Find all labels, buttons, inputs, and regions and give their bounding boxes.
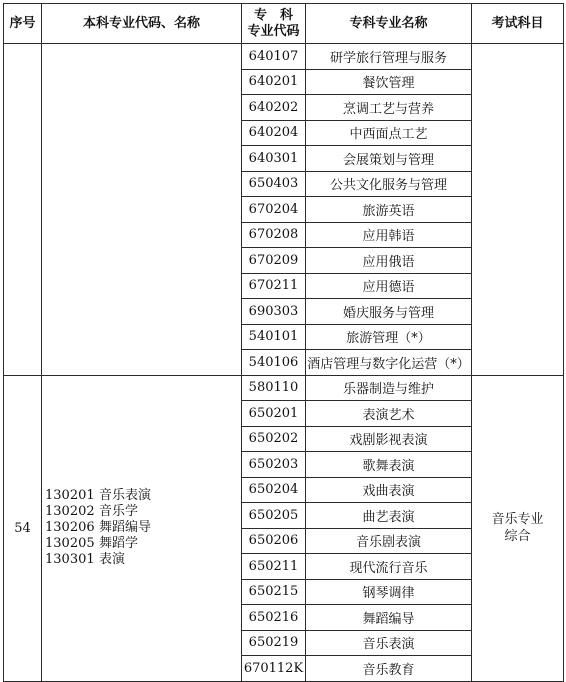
zk-name-cell: 应用俄语: [306, 248, 472, 274]
exam-subject-cell: [472, 44, 564, 376]
zk-name-cell: 音乐表演: [306, 630, 472, 656]
zk-name-cell: 旅游管理（*）: [306, 324, 472, 350]
zk-name-cell: 戏曲表演: [306, 477, 472, 503]
header-seq: 序号: [4, 4, 42, 44]
zk-name-cell: 舞蹈编导: [306, 605, 472, 631]
zk-code-cell: 670204: [242, 197, 306, 223]
zk-name-cell: 研学旅行管理与服务: [306, 44, 472, 70]
zk-code-cell: 650201: [242, 401, 306, 427]
zk-code-cell: 650204: [242, 477, 306, 503]
zk-name-cell: 婚庆服务与管理: [306, 299, 472, 325]
zk-name-cell: 应用德语: [306, 273, 472, 299]
table-body: [4, 44, 564, 682]
zk-code-cell: 640204: [242, 120, 306, 146]
zk-name-cell: 歌舞表演: [306, 452, 472, 478]
zk-name-cell: 音乐剧表演: [306, 528, 472, 554]
zk-code-cell: 540101: [242, 324, 306, 350]
zk-code-cell: 540106: [242, 350, 306, 376]
zk-code-cell: 650202: [242, 426, 306, 452]
undergrad-major-item: [45, 520, 241, 536]
zk-code-cell: 670208: [242, 222, 306, 248]
zk-name-cell: 酒店管理与数字化运营（*）: [306, 350, 472, 376]
undergrad-major-code: 130205: [45, 536, 95, 551]
zk-code-cell: 650205: [242, 503, 306, 529]
undergrad-major-item: [45, 504, 241, 520]
exam-subject-line: 综合: [504, 529, 531, 544]
zk-code-cell: 650215: [242, 579, 306, 605]
zk-code-cell: 640107: [242, 44, 306, 70]
table-row: [4, 375, 564, 401]
zk-code-cell: 670209: [242, 248, 306, 274]
zk-name-cell: 乐器制造与维护: [306, 375, 472, 401]
undergrad-major-name: 音乐学: [99, 504, 139, 519]
zk-name-cell: 戏剧影视表演: [306, 426, 472, 452]
undergrad-major-name: 舞蹈学: [99, 536, 139, 551]
header-exam-subject: 考试科目: [472, 4, 564, 44]
undergrad-major-code: 130202: [45, 504, 95, 519]
zk-code-cell: 690303: [242, 299, 306, 325]
undergrad-major-item: [45, 552, 241, 568]
zk-name-cell: 旅游英语: [306, 197, 472, 223]
zk-name-cell: 烹调工艺与营养: [306, 95, 472, 121]
undergrad-major-name: 表演: [99, 552, 126, 567]
zk-code-cell: 650203: [242, 452, 306, 478]
zk-name-cell: 应用韩语: [306, 222, 472, 248]
zk-name-cell: 公共文化服务与管理: [306, 171, 472, 197]
zk-code-cell: 670112K: [242, 656, 306, 682]
undergrad-major-cell: [42, 375, 242, 681]
zk-name-cell: 钢琴调律: [306, 579, 472, 605]
header-zk-code-line2: 专业代码: [247, 23, 300, 39]
seq-cell: [4, 44, 42, 376]
exam-subject-line: 音乐专业: [491, 512, 544, 527]
zk-code-cell: 670211: [242, 273, 306, 299]
zk-code-cell: 580110: [242, 375, 306, 401]
zk-code-cell: 640301: [242, 146, 306, 172]
zk-name-cell: 现代流行音乐: [306, 554, 472, 580]
header-zk-code: [242, 4, 306, 44]
undergrad-major-item: [45, 488, 241, 504]
exam-subject-cell: [472, 375, 564, 681]
header-undergrad-major: 本科专业代码、名称: [42, 4, 242, 44]
undergrad-major-name: 音乐表演: [99, 488, 152, 503]
zk-code-cell: 650219: [242, 630, 306, 656]
zk-code-cell: 650206: [242, 528, 306, 554]
zk-name-cell: 餐饮管理: [306, 69, 472, 95]
major-mapping-table: [3, 3, 564, 682]
header-zk-name: 专科专业名称: [306, 4, 472, 44]
header-zk-code-line1: 专 科: [253, 7, 293, 23]
table-header-row: [4, 4, 564, 44]
undergrad-major-name: 舞蹈编导: [99, 520, 152, 535]
zk-code-cell: 650216: [242, 605, 306, 631]
undergrad-major-list: [45, 488, 241, 568]
undergrad-major-code: 130201: [45, 488, 95, 503]
undergrad-major-cell: [42, 44, 242, 376]
zk-code-cell: 640201: [242, 69, 306, 95]
undergrad-major-item: [45, 536, 241, 552]
zk-name-cell: 表演艺术: [306, 401, 472, 427]
zk-code-cell: 650403: [242, 171, 306, 197]
zk-code-cell: 640202: [242, 95, 306, 121]
zk-name-cell: 会展策划与管理: [306, 146, 472, 172]
zk-name-cell: 中西面点工艺: [306, 120, 472, 146]
zk-name-cell: 曲艺表演: [306, 503, 472, 529]
undergrad-major-code: 130301: [45, 552, 95, 567]
zk-code-cell: 650211: [242, 554, 306, 580]
table-row: [4, 44, 564, 70]
undergrad-major-code: 130206: [45, 520, 95, 535]
seq-cell: 54: [4, 375, 42, 681]
zk-name-cell: 音乐教育: [306, 656, 472, 682]
